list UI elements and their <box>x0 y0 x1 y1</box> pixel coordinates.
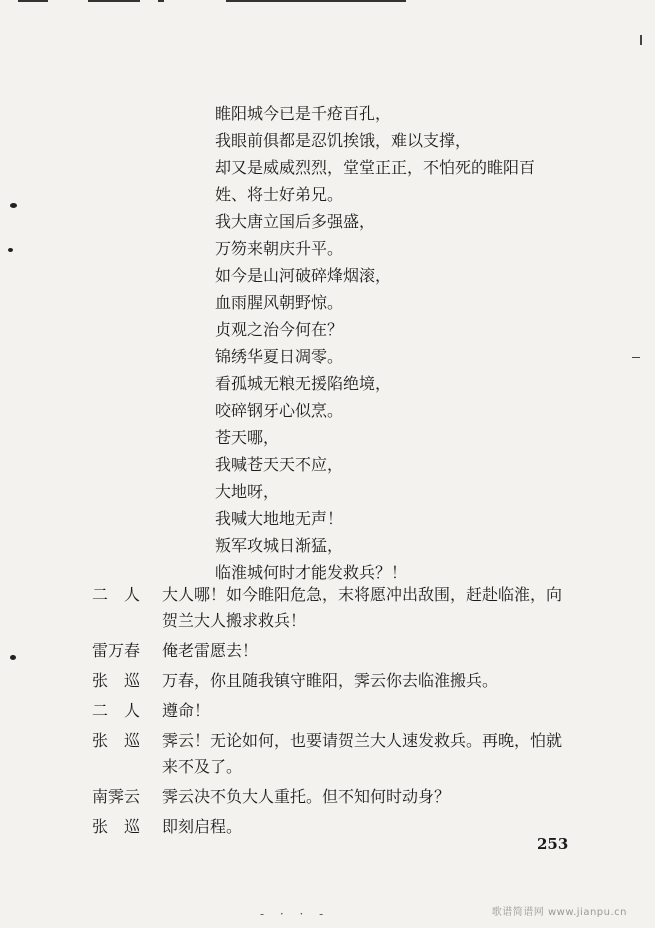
verse-line: 如今是山河破碎烽烟滚， <box>215 266 392 285</box>
scan-mark <box>640 35 642 45</box>
verse-line: 大地呀， <box>215 482 280 501</box>
top-rule <box>226 0 406 2</box>
speaker-name: 张 巡 <box>92 671 141 690</box>
speech-text: 即刻启程。 <box>162 817 243 836</box>
speaker-name: 雷万春 <box>92 641 141 660</box>
top-rule <box>88 0 140 2</box>
verse-line: 万笏来朝庆升平。 <box>215 239 344 258</box>
verse-line: 我大唐立国后多强盛， <box>215 212 376 231</box>
verse-line: 贞观之治今何在？ <box>215 320 344 339</box>
scan-speck <box>10 655 16 660</box>
verse-line: 锦绣华夏日凋零。 <box>215 347 344 366</box>
verse-line: 看孤城无粮无援陷绝境， <box>215 374 392 393</box>
dialog-entry <box>92 638 562 664</box>
verse-line: 我喊大地地无声！ <box>215 509 344 528</box>
speech-text: 万春，你且随我镇守睢阳，霁云你去临淮搬兵。 <box>162 671 499 690</box>
verse-line: 却又是威威烈烈，堂堂正正，不怕死的睢阳百 <box>215 158 536 177</box>
verse-block <box>215 100 575 586</box>
speech-text: 霁云！无论如何，也要请贺兰大人速发救兵。再晚，怕就来不及了。 <box>162 731 563 776</box>
scan-marks-bottom: - · · - <box>260 907 330 921</box>
verse-line: 叛军攻城日渐猛， <box>215 536 344 555</box>
dialog-entry <box>92 668 562 694</box>
speech-text: 遵命！ <box>162 701 211 720</box>
speech-text: 大人哪！如今睢阳危急，末将愿冲出敌围，赶赴临淮，向贺兰大人搬求救兵！ <box>162 585 563 630</box>
verse-line: 我喊苍天天不应， <box>215 455 344 474</box>
speaker-name: 二 人 <box>92 585 141 604</box>
speaker-name: 二 人 <box>92 701 141 720</box>
top-rule <box>158 0 164 2</box>
dialog-entry <box>92 698 562 724</box>
verse-line: 苍天哪， <box>215 428 280 447</box>
dialog-entry <box>92 784 562 810</box>
verse-line: 我眼前俱都是忍饥挨饿，难以支撑， <box>215 131 472 150</box>
top-rule <box>18 0 48 2</box>
speaker-name: 南霁云 <box>92 787 141 806</box>
watermark: 歌谱简谱网 www.jianpu.cn <box>491 907 627 918</box>
dialog-entry <box>92 582 562 634</box>
verse-line: 咬碎钢牙心似烹。 <box>215 401 344 420</box>
verse-line: 姓、将士好弟兄。 <box>215 185 344 204</box>
page-number: 253 <box>537 835 569 853</box>
verse-line: 睢阳城今已是千疮百孔， <box>215 104 392 123</box>
dialog-entry <box>92 728 562 780</box>
verse-line: 血雨腥风朝野惊。 <box>215 293 344 312</box>
speech-text: 霁云决不负大人重托。但不知何时动身？ <box>162 787 451 806</box>
speaker-name: 张 巡 <box>92 817 141 836</box>
scan-speck <box>10 203 17 208</box>
speech-text: 俺老雷愿去！ <box>162 641 259 660</box>
speaker-name: 张 巡 <box>92 731 141 750</box>
verse-line: 临淮城何时才能发救兵？！ <box>215 563 408 582</box>
scan-speck <box>8 248 13 252</box>
dialog-block <box>92 582 562 844</box>
scan-mark <box>632 357 640 358</box>
dialog-entry <box>92 814 562 840</box>
